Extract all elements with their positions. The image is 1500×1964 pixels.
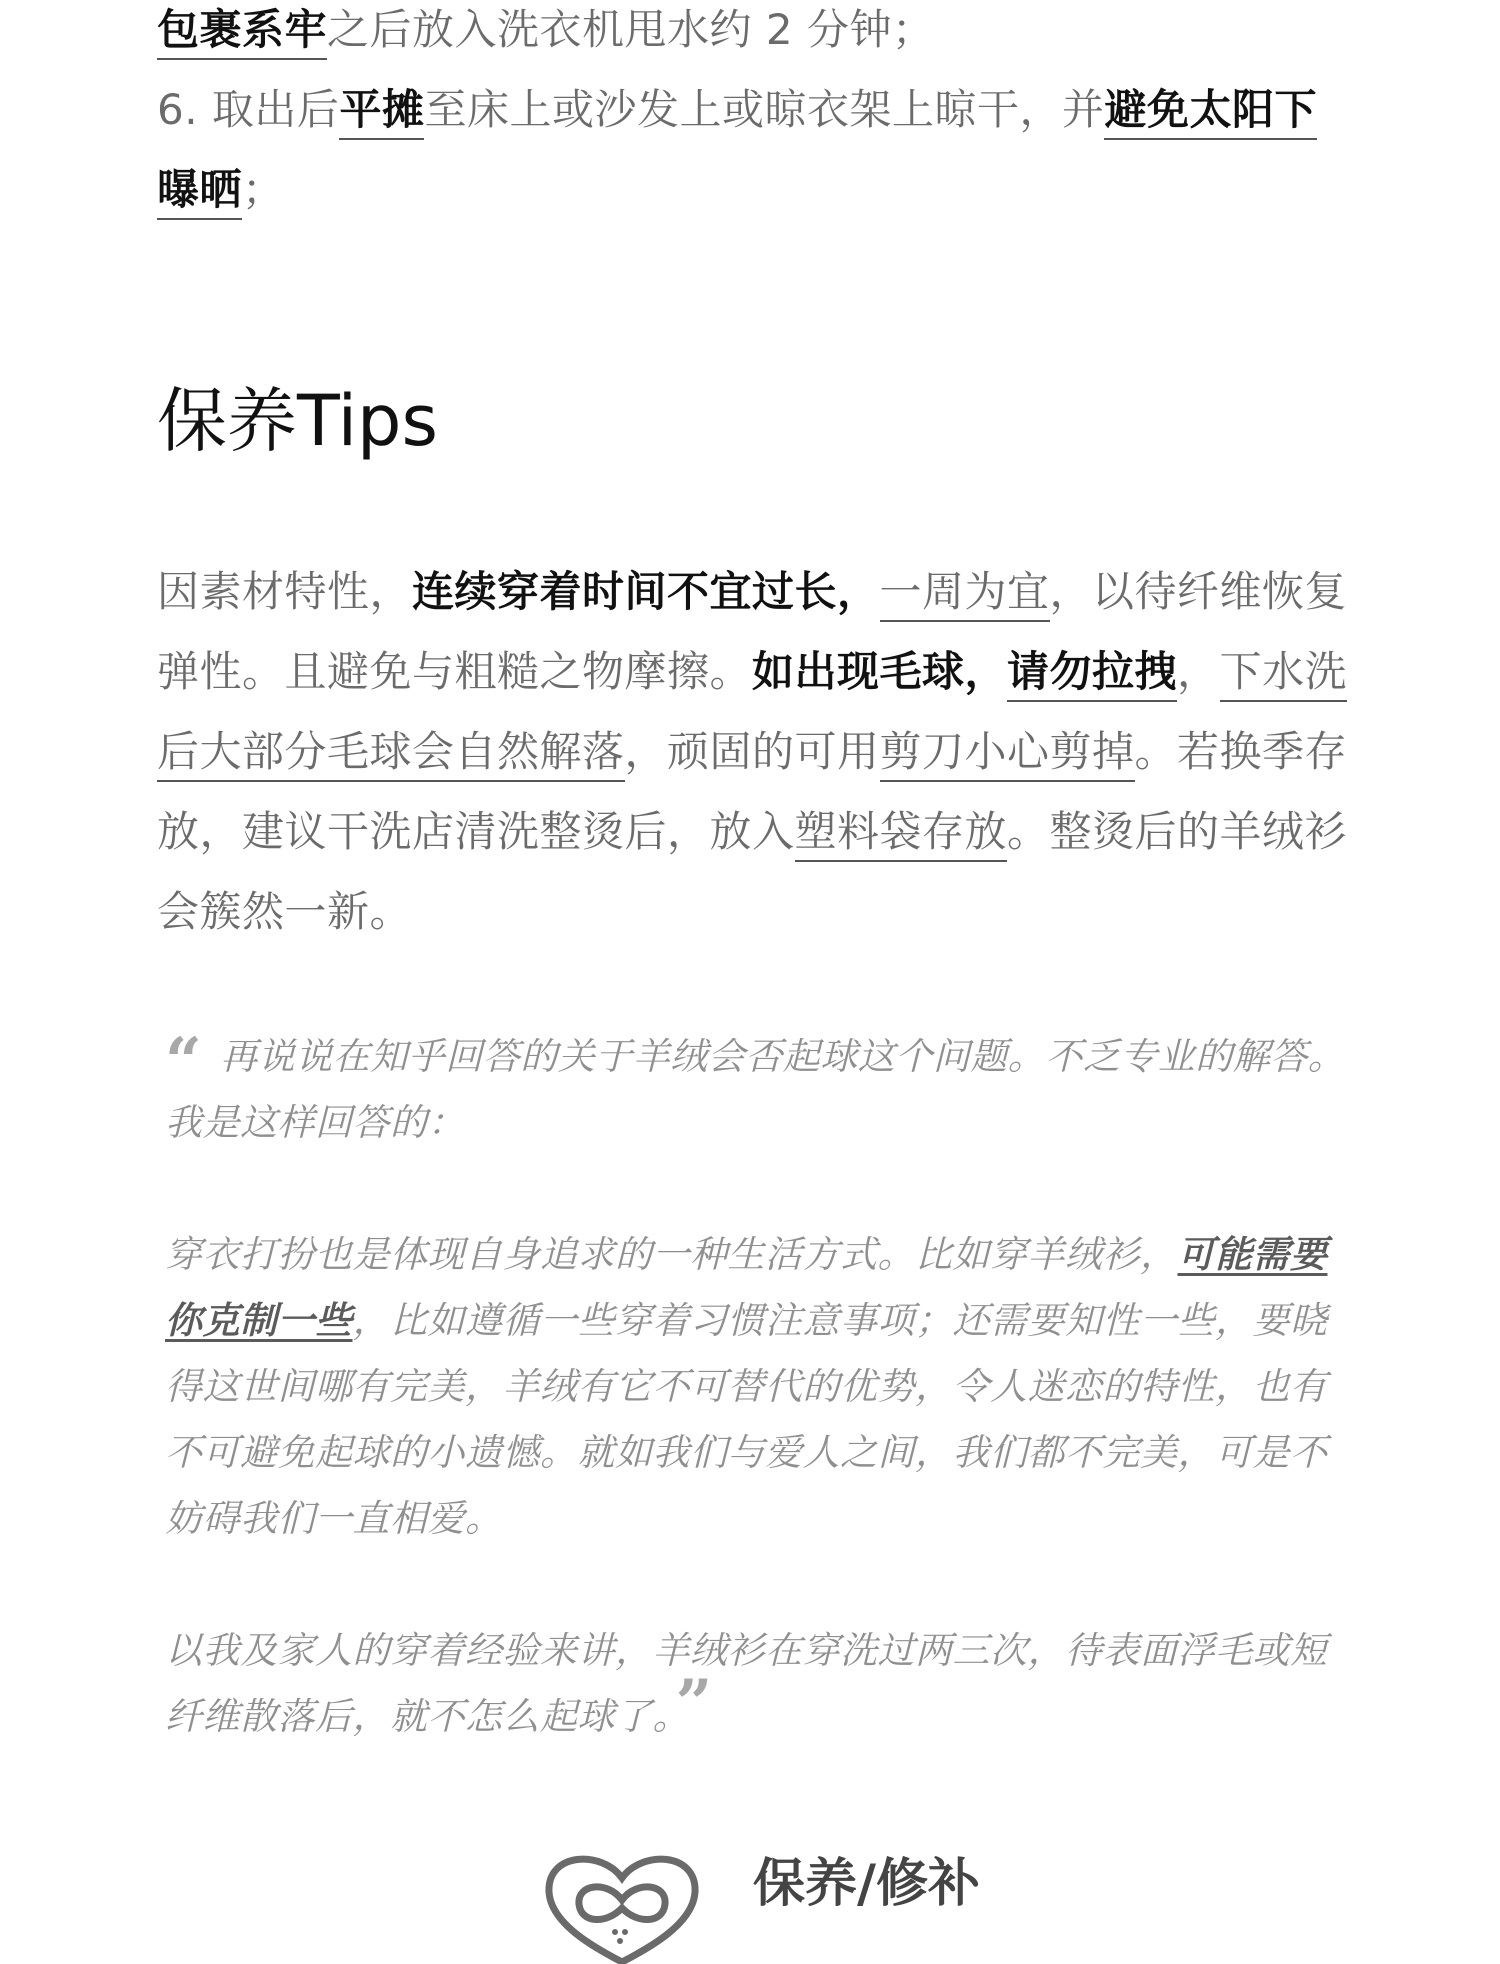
step-5-text: 之后放入洗衣机甩水约 2 分钟； [327,5,935,54]
blockquote [165,1024,1357,1750]
care-repair-badge [537,1844,980,1934]
care-tips-paragraph [157,552,1357,952]
quote-paragraph-1 [165,1024,1357,1156]
step-6-prefix: 6. 取出后 [157,85,340,134]
tips-emphasis-pilling: 如出现毛球， [752,647,1008,696]
tips-text: 。若换季存放，建议干洗店清洗整烫后，放入 [157,727,1348,856]
quote-text: 以我及家人的穿着经验来讲，羊绒衫在穿洗过两三次，待表面浮毛或短纤维散落后，就不怎么起球了。 [165,1629,1328,1738]
step-6-text: 至床上或沙发上或晾衣架上晾干，并 [424,85,1105,134]
tips-emphasis-wear-time: 连续穿着时间不宜过长， [412,567,880,616]
close-quote-icon: ” [675,1666,713,1741]
care-tips [157,552,1357,952]
open-quote-icon: “ [165,1024,203,1099]
tips-text: 因素材特性， [157,567,413,616]
tips-underline-wash: 下水洗后大部分毛球会自然解落 [157,647,1347,782]
emphasis-lay-flat: 平摊 [339,85,424,140]
emphasis-avoid-sun: 避免太阳下曝晒 [157,85,1317,220]
tips-emphasis-no-pull: 请勿拉拽 [1007,647,1177,702]
quote-paragraph-2 [165,1222,1357,1552]
quote-text: ，比如遵循一些穿着习惯注意事项；还需要知性一些，要晓得这世间哪有完美，羊绒有它不可替代的优势，令人迷恋的特性，也有不可避免起球的小遗憾。就如我们与爱人之间，我们都不完美，可是不妨碍我们一直相爱。 [165,1299,1328,1540]
tips-text: ，以待纤维恢复弹性。且避免与粗糙之物摩擦。 [157,567,1348,696]
badge-title: 保养/修补 [753,1854,980,1914]
quote-emphasis: 可能需要你克制一些 [165,1233,1328,1342]
emphasis-wrap-tight: 包裹系牢 [157,5,327,60]
step-5-tail [157,0,1357,70]
tips-underline-plastic-bag: 塑料袋存放 [795,807,1008,862]
tips-underline-scissors: 剪刀小心剪掉 [880,727,1135,782]
tips-underline-one-week: 一周为宜 [880,567,1050,622]
tips-text: 。整烫后的羊绒衫会簇然一新。 [157,807,1348,936]
tips-text: ， [1177,647,1220,696]
step-6-end: ； [242,165,285,214]
section-title: 保养Tips [157,380,438,462]
heart-infinity-icon [537,1844,707,1964]
step-6 [157,70,1357,230]
quote-paragraph-3 [165,1618,1357,1750]
quote-text: 穿衣打扮也是体现自身追求的一种生活方式。比如穿羊绒衫， [165,1233,1178,1276]
washing-steps [157,0,1357,230]
tips-text: ，顽固的可用 [624,727,880,776]
quote-text: 再说说在知乎回答的关于羊绒会否起球这个问题。不乏专业的解答。我是这样回答的： [165,1035,1346,1144]
